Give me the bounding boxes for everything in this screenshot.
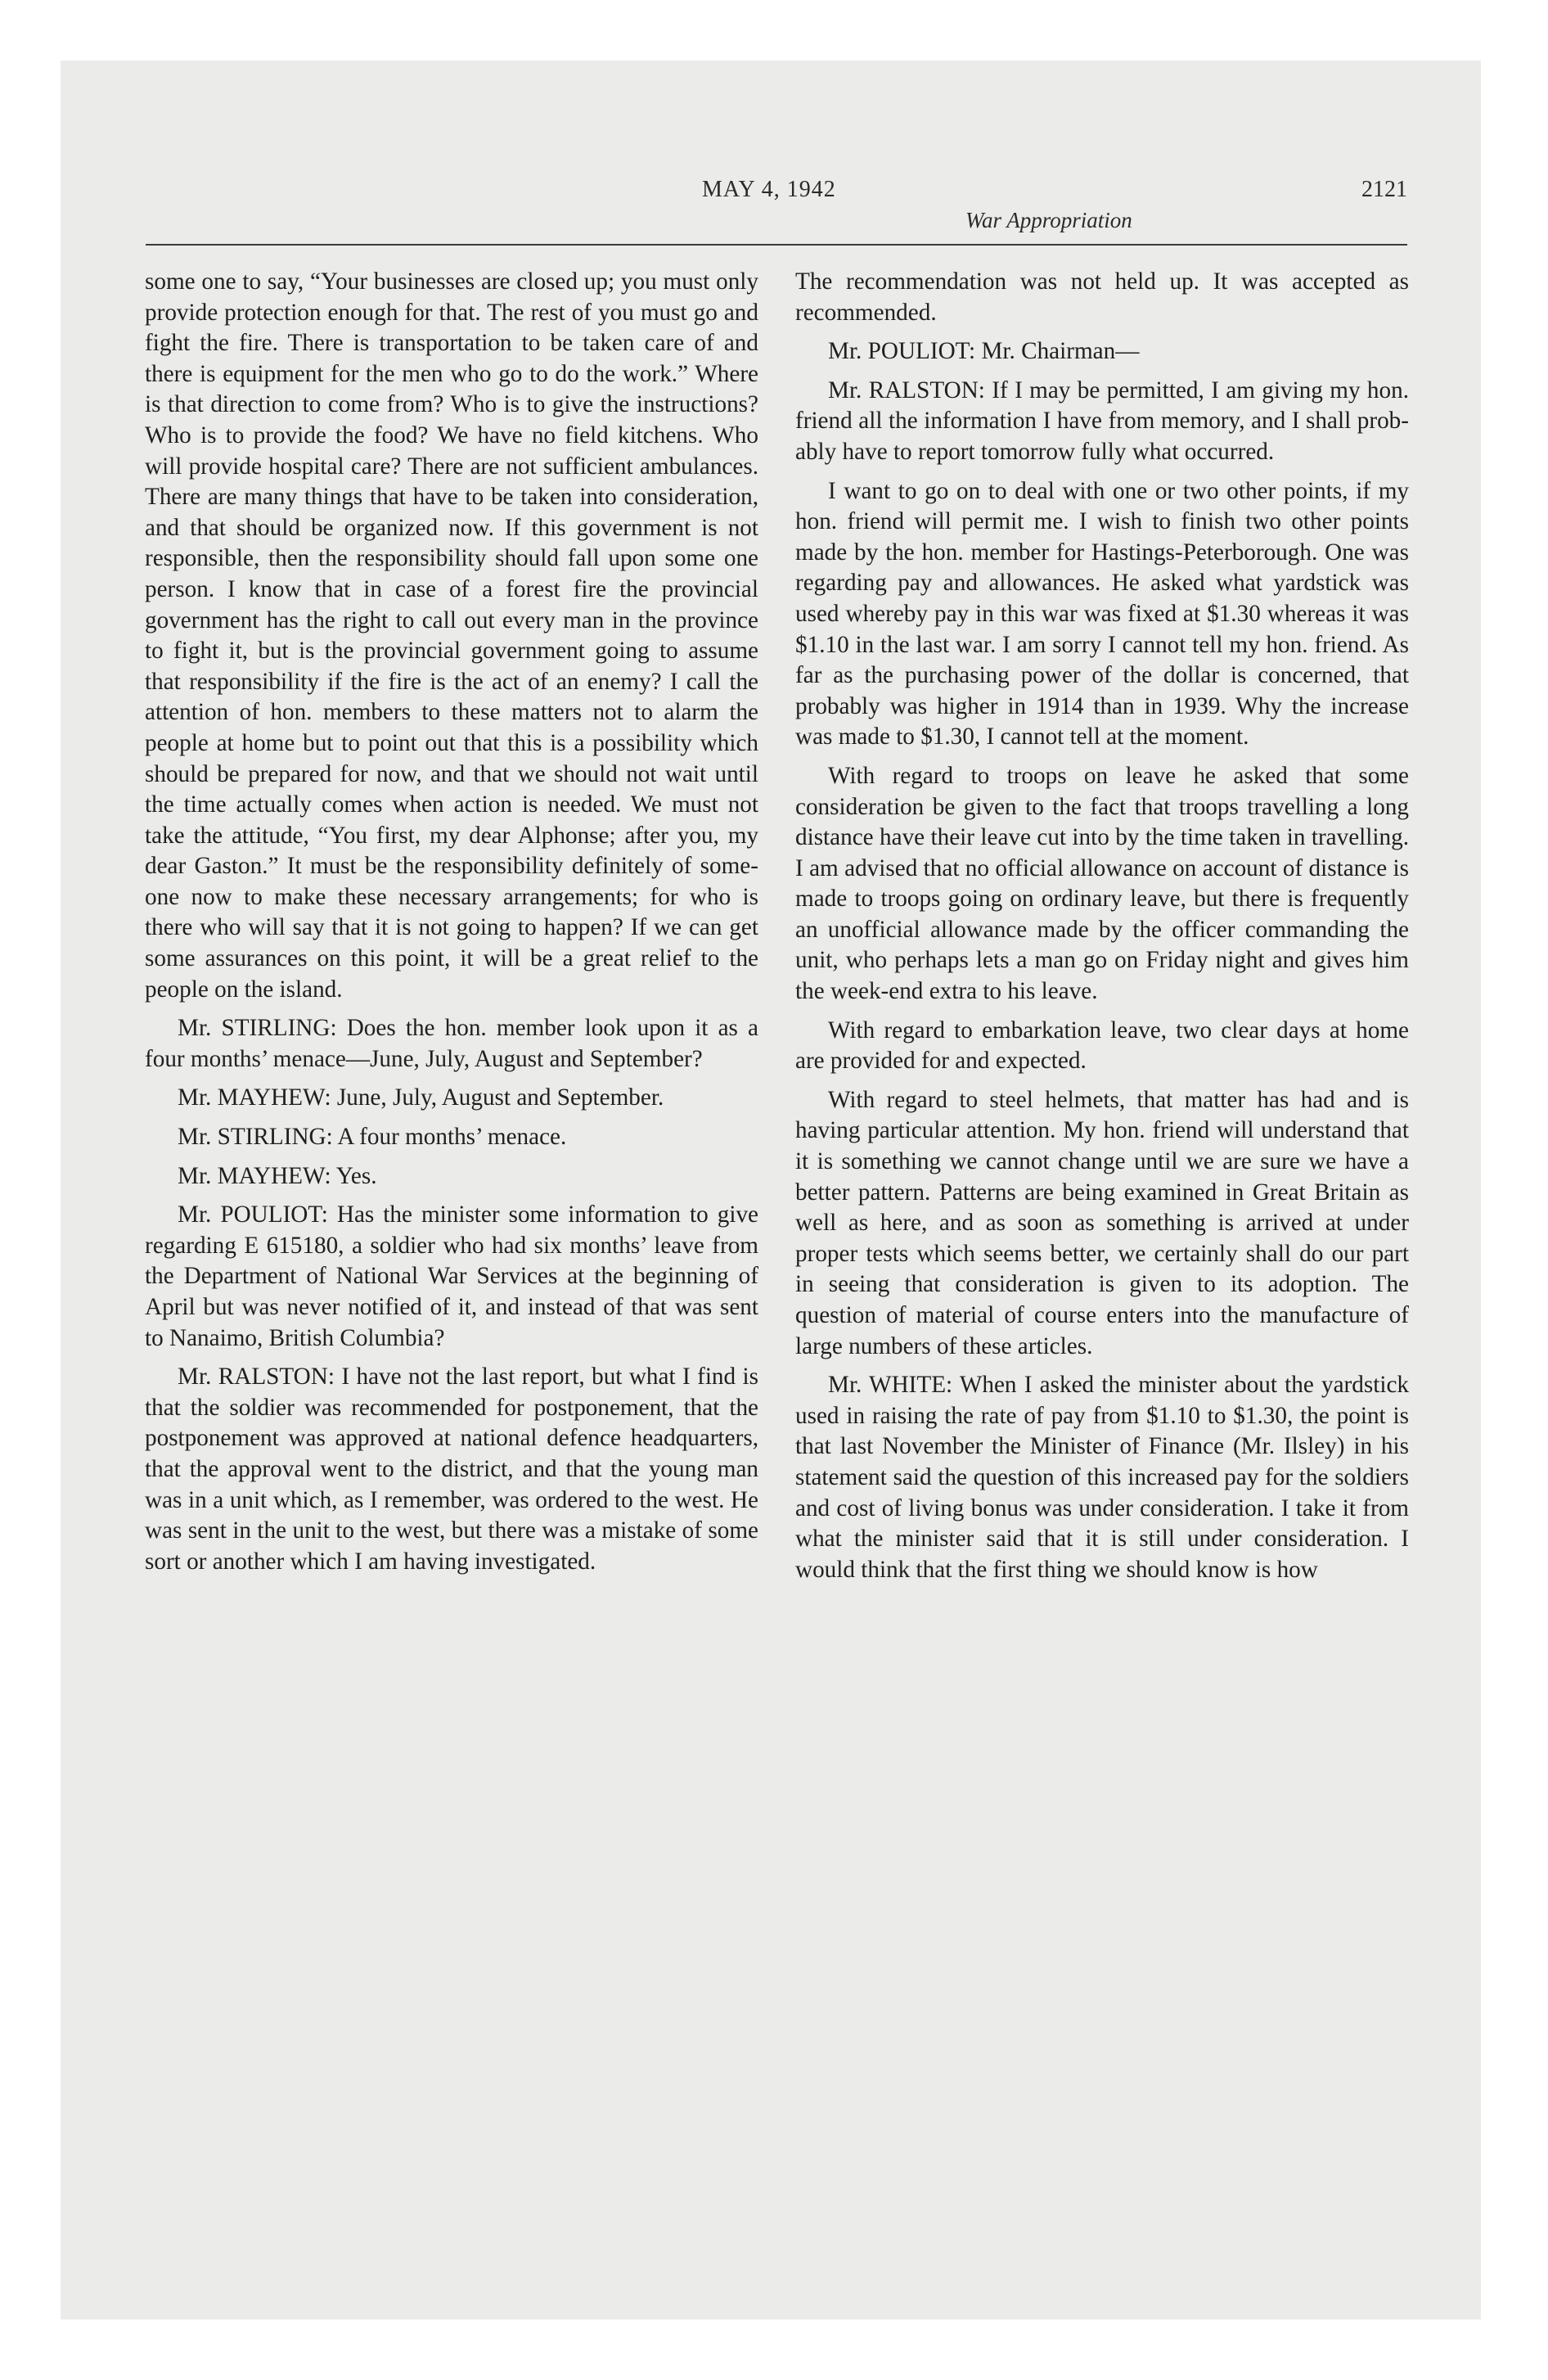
paragraph: The recommendation was not held up. It was accepted as recommended. xyxy=(795,268,1409,326)
paragraph: I want to go on to deal with one or two other points, if my hon. friend will permit me. I wish to finish two other points made by the hon. member for Hastings-Peterborough. One was regarding pay and allowances. He asked what yardstick was used whereby pay in this war was fixed at $1.30 whereas it was $1.10 in the last war. I am sorry I cannot tell my hon. friend. As far as the purchasing power of the dollar is concerned, that probably was higher in 1914 than in 1939. Why the increase was made to $1.30, I cannot tell at the moment. xyxy=(795,477,1409,751)
paragraph: With regard to steel helmets, that matter has had and is having particular attention. My hon. friend will understand that it is something we cannot change until we are sure we have a better pattern. Patterns are being examined in Great Britain as well as here, and as soon as something is arrived at under proper tests which seems better, we certainly shall do our part in seeing that consideration is given to its adoption. The question of material of course enters into the manufacture of large numbers of these articles. xyxy=(795,1086,1409,1359)
paragraph: Mr. WHITE: When I asked the minister about the yardstick used in raising the rate of pay from $1.10 to $1.30, the point is that last November the Minister of Finance (Mr. Ilsley) in his statement said the question of this increased pay for the soldiers and cost of living bonus was under consideration. I take it from what the minister said that it is still under consideration. I would think that the first thing we should know is how xyxy=(795,1372,1409,1583)
paragraph: Mr. MAYHEW: June, July, August and September. xyxy=(178,1084,664,1111)
paragraph: some one to say, “Your businesses are closed up; you must only provide protection enough for that. The rest of you must go and fight the fire. There is transportation to be taken care of and there is equipment for the men who go to do the work.” Where is that direction to come from? Who is to give the instructions? Who is to provide the food? We have no field kitchens. Who will provide hospital care? There are not sufficient ambulances. There are many things that have to be taken into consideration, and that should be organized now. If this government is not responsible, then the responsibility should fall upon some one person. I know that in case of a forest fire the provincial government has the right to call out every man in the province to fight it, but is the provincial government going to assume that responsibility if the fire is the act of an enemy? I call the attention of hon. members to these matters not to alarm the people at home but to point out that this is a possibility which should be prepared for now, and that we should not wait until the time actually comes when action is needed. We must not take the attitude, “You first, my dear Alphonse; after you, my dear Gaston.” It must be the responsibility definitely of someone now to make these necessary arrangements; for who is there who will say that it is not going to happen? If we can get some assurances on this point, it will be a great relief to the people on the island. xyxy=(145,268,758,1003)
header-date: MAY 4, 1942 xyxy=(702,177,836,202)
paragraph: Mr. POULIOT: Has the minister some information to give regarding E 615180, a soldier who had six months’ leave from the Department of National War Services at the beginning of April but was never notified of it, and instead of that was sent to Nanaimo, British Columbia? xyxy=(145,1201,758,1351)
paragraph: Mr. RALSTON: If I may be permitted, I am giving my hon. friend all the information I have from memory, and I shall probably have to report tomorrow fully what occurred. xyxy=(795,376,1409,465)
paragraph: Mr. POULIOT: Mr. Chairman— xyxy=(828,338,1140,365)
paragraph: Mr. STIRLING: Does the hon. member look upon it as a four months’ menace—June, July, August and September? xyxy=(145,1015,758,1072)
page-header xyxy=(147,172,1407,237)
paragraph: Mr. MAYHEW: Yes. xyxy=(178,1162,377,1189)
page-number: 2121 xyxy=(1361,177,1407,202)
paragraph: Mr. RALSTON: I have not the last report, but what I find is that the soldier was recommended for postponement, that the postponement was approved at national defence headquarters, that the approval went to the district, and that the young man was in a unit which, as I remember, was ordered to the west. He was sent in the unit to the west, but there was a mistake of some sort or another which I am having investigated. xyxy=(145,1364,758,1575)
header-rule xyxy=(146,244,1407,246)
paragraph: With regard to embarkation leave, two clear days at home are provided for and expected. xyxy=(795,1016,1409,1075)
header-section: War Appropriation xyxy=(965,208,1132,232)
paragraph: Mr. STIRLING: A four months’ menace. xyxy=(178,1124,567,1151)
left-column xyxy=(145,267,758,1585)
paragraph: With regard to troops on leave he asked that some consideration be given to the fact that troops travelling a long distance have their leave cut into by the time taken in travelling. I am advised that no official allowance on account of distance is made to troops going on ordinary leave, but there is frequently an unofficial allowance made by the officer commanding the unit, who perhaps lets a man go on Friday night and gives him the week-end extra to his leave. xyxy=(795,762,1409,1005)
right-column xyxy=(795,267,1409,1593)
